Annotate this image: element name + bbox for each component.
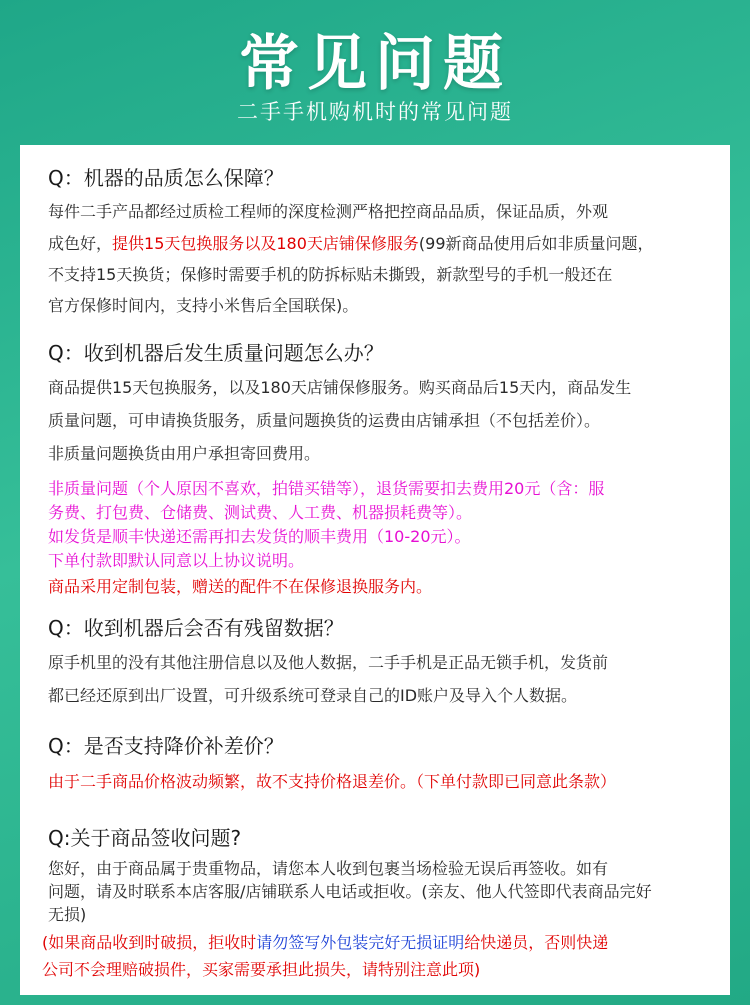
faq5-warning-c: 给快递员，否则快递	[464, 933, 609, 952]
faq4-question: Q：是否支持降价补差价？	[48, 734, 284, 758]
faq1-line1: 每件二手产品都经过质检工程师的深度检测严格把控商品品质，保证品质，外观	[48, 202, 609, 221]
faq1-line2-a: 成色好，	[48, 234, 113, 253]
page-title: 常见问题	[239, 29, 511, 99]
faq2-return-policy-line1: 非质量问题（个人原因不喜欢，拍错买错等），退货需要扣去费用20元（含：服	[48, 479, 605, 498]
faq2-return-policy-line2: 务费、打包费、仓储费、测试费、人工费、机器损耗费等）。	[48, 503, 473, 522]
faq2-line2: 质量问题，可申请换货服务，质量问题换货的运费由店铺承担（不包括差价）。	[48, 411, 601, 430]
faq5-warning-line1	[42, 930, 608, 953]
faq-panel	[20, 145, 730, 995]
header	[0, 0, 750, 140]
faq2-line1: 商品提供15天包换服务，以及180天店铺保修服务。购买商品后15天内，商品发生	[48, 378, 632, 397]
faq2-return-policy-line4: 下单付款即默认同意以上协议说明。	[48, 551, 305, 570]
faq3-line1: 原手机里的没有其他注册信息以及他人数据，二手手机是正品无锁手机，发货前	[48, 653, 609, 672]
faq1-line2	[48, 231, 654, 254]
faq1-line2-c: (99新商品使用后如非质量问题，	[418, 234, 654, 253]
faq5-question: Q:关于商品签收问题?	[48, 826, 242, 850]
faq3-line2: 都已经还原到出厂设置，可升级系统可登录自己的ID账户及导入个人数据。	[48, 686, 578, 705]
faq1-line4: 官方保修时间内，支持小米售后全国联保)。	[48, 296, 359, 315]
faq5-warning-line2: 公司不会理赔破损件，买家需要承担此损失，请特别注意此项)	[42, 960, 481, 979]
faq1-question: Q：机器的品质怎么保障？	[48, 166, 284, 190]
faq1-line3: 不支持15天换货；保修时需要手机的防拆标贴未撕毁，新款型号的手机一般还在	[48, 265, 613, 284]
faq2-line3: 非质量问题换货由用户承担寄回费用。	[48, 444, 321, 463]
faq1-warranty-highlight: 提供15天包换服务以及180天店铺保修服务	[112, 234, 419, 253]
page-subtitle: 二手手机购机时的常见问题	[237, 100, 513, 124]
faq3-question: Q：收到机器后会否有残留数据？	[48, 616, 344, 640]
faq2-return-policy-line3: 如发货是顺丰快递还需再扣去发货的顺丰费用（10-20元）。	[48, 527, 471, 546]
faq5-line2: 问题，请及时联系本店客服/店铺联系人电话或拒收。(亲友、他人代签即代表商品完好	[48, 882, 652, 901]
faq2-question: Q：收到机器后发生质量问题怎么办？	[48, 341, 384, 365]
faq5-line3: 无损)	[48, 905, 87, 924]
faq5-warning-a: (如果商品收到时破损，拒收时	[42, 933, 257, 952]
faq5-line1: 您好，由于商品属于贵重物品，请您本人收到包裹当场检验无误后再签收。如有	[48, 859, 609, 878]
faq4-answer: 由于二手商品价格波动频繁，故不支持价格退差价。（下单付款即已同意此条款）	[48, 772, 617, 791]
faq5-warning-highlight: 请勿签写外包装完好无损证明	[256, 933, 465, 952]
faq2-packaging-note: 商品采用定制包装，赠送的配件不在保修退换服务内。	[48, 577, 433, 596]
